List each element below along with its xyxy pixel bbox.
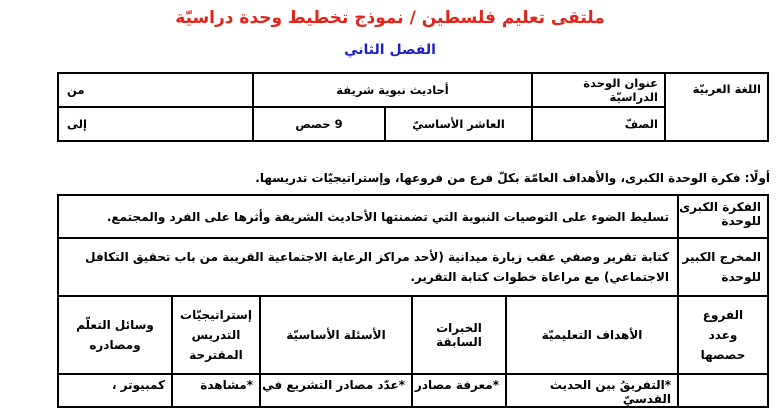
objectives-header: الأهداف التعليميّة	[506, 296, 678, 374]
unit-plan-table	[57, 194, 769, 408]
class-label: الصفّ	[532, 107, 665, 141]
periods-count: 9 حصص	[253, 107, 385, 141]
big-output-label-line2: للوحدة	[721, 270, 761, 284]
prior-cell: *معرفة مصادر	[412, 374, 506, 407]
to-label: إلى	[58, 107, 253, 141]
big-output-label	[678, 238, 768, 296]
semester-subtitle: الفصل الثاني	[344, 42, 436, 58]
strategies-header-line2: التدريس	[191, 328, 241, 342]
big-idea-label: الفكرة الكبرى للوحدة	[678, 195, 768, 238]
class-value: العاشر الأساسيّ	[385, 107, 532, 141]
learning-aids-header-line2: ومصادره	[89, 338, 141, 352]
strategies-header	[172, 296, 260, 374]
strategies-header-line3: المقترحة	[189, 348, 243, 362]
strategies-header-line1: إستراتيجيّات	[180, 308, 252, 322]
branches-header-line3: حصصها	[700, 348, 746, 362]
unit-info-table	[57, 72, 769, 142]
branches-header-line1: الفروع	[702, 308, 744, 322]
subject-cell: اللغة العربيّة	[665, 73, 768, 141]
question-cell: *عدّد مصادر التشريع في	[260, 374, 412, 407]
learning-aids-header	[58, 296, 172, 374]
big-output-label-line1: المخرج الكبير	[682, 250, 761, 264]
aids-cell: كمبيوتر ،	[58, 374, 172, 407]
learning-aids-header-line1: وسائل التعلّم	[76, 318, 154, 332]
strategy-cell: *مشاهدة	[172, 374, 260, 407]
unit-title-value: أحاديث نبوية شريفة	[253, 73, 532, 107]
big-idea-value: تسليط الضوء على التوصيات النبوية التي تضمنتها الأحاديث الشريفة وأثرها على الفرد والمجتمع.	[58, 195, 678, 238]
big-output-value-line1: كتابة تقرير وصفي عقب زيارة ميدانية (لأحد مراكز الرعاية الاجتماعية القريبة من باب تحقيق التكافل	[85, 250, 669, 264]
prior-experience-header: الخبرات السابقة	[412, 296, 506, 374]
branches-header-line2: وعدد	[708, 328, 738, 342]
from-label: من	[58, 73, 253, 107]
objective-cell: *التفريقُ بين الحديث القدسيّ	[506, 374, 678, 407]
page-title: ملتقى تعليم فلسطين / نموذج تخطيط وحدة دراسيّة	[175, 8, 605, 28]
big-output-value	[58, 238, 678, 296]
unit-title-label: عنوان الوحدة الدراسيّة	[532, 73, 665, 107]
essential-questions-header: الأسئلة الأساسيّة	[260, 296, 412, 374]
section-note: أولًا: فكرة الوحدة الكبرى، والأهداف العامّة بكلّ فرع من فروعها، وإستراتيجيّات تدريسها.	[255, 171, 770, 185]
big-output-value-line2: الاجتماعي) مع مراعاة خطوات كتابة التقرير.	[410, 270, 669, 284]
branches-header	[678, 296, 768, 374]
branch-cell	[678, 374, 768, 407]
